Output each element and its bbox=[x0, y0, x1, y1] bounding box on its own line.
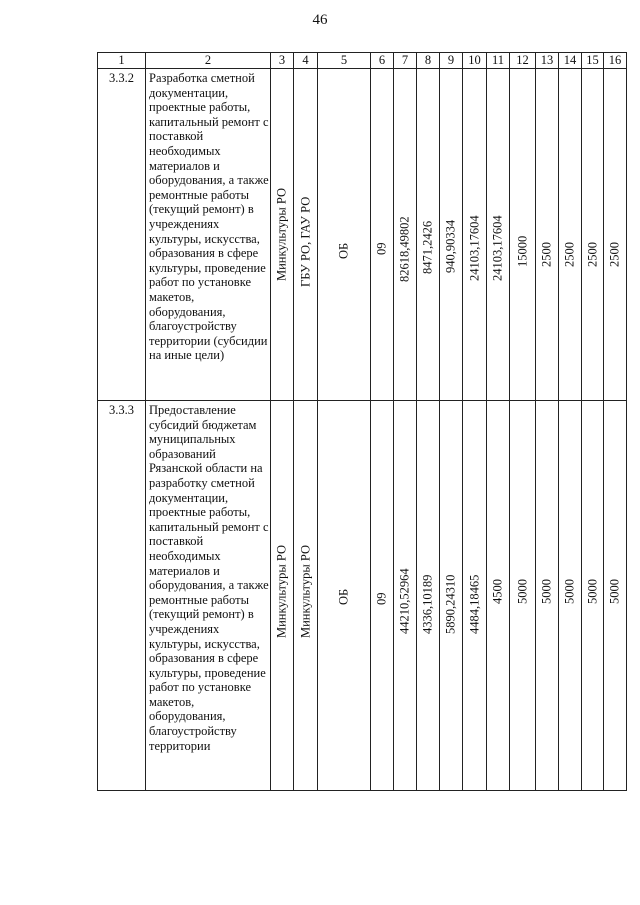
value-cell: 24103,17604 bbox=[490, 215, 505, 281]
value-cell: 4500 bbox=[490, 579, 505, 604]
co-executor: Минкультуры РО bbox=[298, 544, 313, 638]
value-cell: 2500 bbox=[607, 242, 622, 267]
value-cell: 4336,10189 bbox=[420, 574, 435, 634]
value-cell: 4484,18465 bbox=[467, 574, 482, 634]
program-table bbox=[97, 52, 627, 791]
value-cell: 15000 bbox=[515, 235, 530, 267]
header-cell: 12 bbox=[510, 53, 536, 69]
header-cell: 16 bbox=[604, 53, 627, 69]
funding-source: ОБ bbox=[336, 588, 351, 605]
header-cell: 4 bbox=[294, 53, 318, 69]
header-cell: 8 bbox=[417, 53, 440, 69]
value-cell: 2500 bbox=[585, 242, 600, 267]
header-cell: 13 bbox=[536, 53, 559, 69]
header-cell: 9 bbox=[440, 53, 463, 69]
budget-code: 09 bbox=[374, 592, 389, 605]
header-cell: 1 bbox=[98, 53, 146, 69]
header-cell: 7 bbox=[394, 53, 417, 69]
value-cell: 2500 bbox=[562, 242, 577, 267]
header-cell: 14 bbox=[559, 53, 582, 69]
row-code: 3.3.2 bbox=[98, 69, 146, 401]
value-cell: 5000 bbox=[539, 579, 554, 604]
header-cell: 2 bbox=[146, 53, 271, 69]
value-cell: 5000 bbox=[515, 579, 530, 604]
header-cell: 6 bbox=[371, 53, 394, 69]
value-cell: 5890,24310 bbox=[443, 574, 458, 634]
value-cell: 5000 bbox=[607, 579, 622, 604]
page-number: 46 bbox=[312, 12, 328, 28]
header-cell: 10 bbox=[463, 53, 487, 69]
table-row bbox=[98, 401, 627, 791]
value-cell: 82618,49802 bbox=[397, 216, 412, 282]
value-cell: 5000 bbox=[585, 579, 600, 604]
responsible-executor: Минкультуры РО bbox=[274, 544, 289, 638]
header-cell: 15 bbox=[582, 53, 604, 69]
header-row bbox=[98, 53, 627, 69]
header-cell: 5 bbox=[318, 53, 371, 69]
value-cell: 24103,17604 bbox=[467, 215, 482, 281]
row-description: Разработка сметной документации, проектные работы, капитальный ремонт с поставкой необходимых материалов и оборудования, а также ремонтные работы (текущий ремонт) в учреждениях культуры, искусства, образования в сфере культуры, проведение работ по установке макетов, оборудования, благоустройству территории (субсидии на иные цели) bbox=[146, 69, 271, 401]
funding-source: ОБ bbox=[336, 242, 351, 259]
row-description: Предоставление субсидий бюджетам муниципальных образований Рязанской области на разработку сметной документации, проектные работы, капитальный ремонт с поставкой необходимых материалов и оборудования, а также ремонтные работы (текущий ремонт) в учреждениях культуры, искусства, образования в сфере культуры, проведение работ по установке макетов, оборудования, благоустройству территории bbox=[146, 401, 271, 791]
co-executor: ГБУ РО, ГАУ РО bbox=[298, 196, 313, 287]
header-cell: 11 bbox=[487, 53, 510, 69]
table-row bbox=[98, 69, 627, 401]
header-cell: 3 bbox=[271, 53, 294, 69]
value-cell: 44210,52964 bbox=[397, 568, 412, 634]
value-cell: 2500 bbox=[539, 242, 554, 267]
budget-code: 09 bbox=[374, 242, 389, 255]
responsible-executor: Минкультуры РО bbox=[274, 187, 289, 281]
value-cell: 940,90334 bbox=[443, 219, 458, 273]
value-cell: 8471,2426 bbox=[420, 220, 435, 274]
row-code: 3.3.3 bbox=[98, 401, 146, 791]
value-cell: 5000 bbox=[562, 579, 577, 604]
